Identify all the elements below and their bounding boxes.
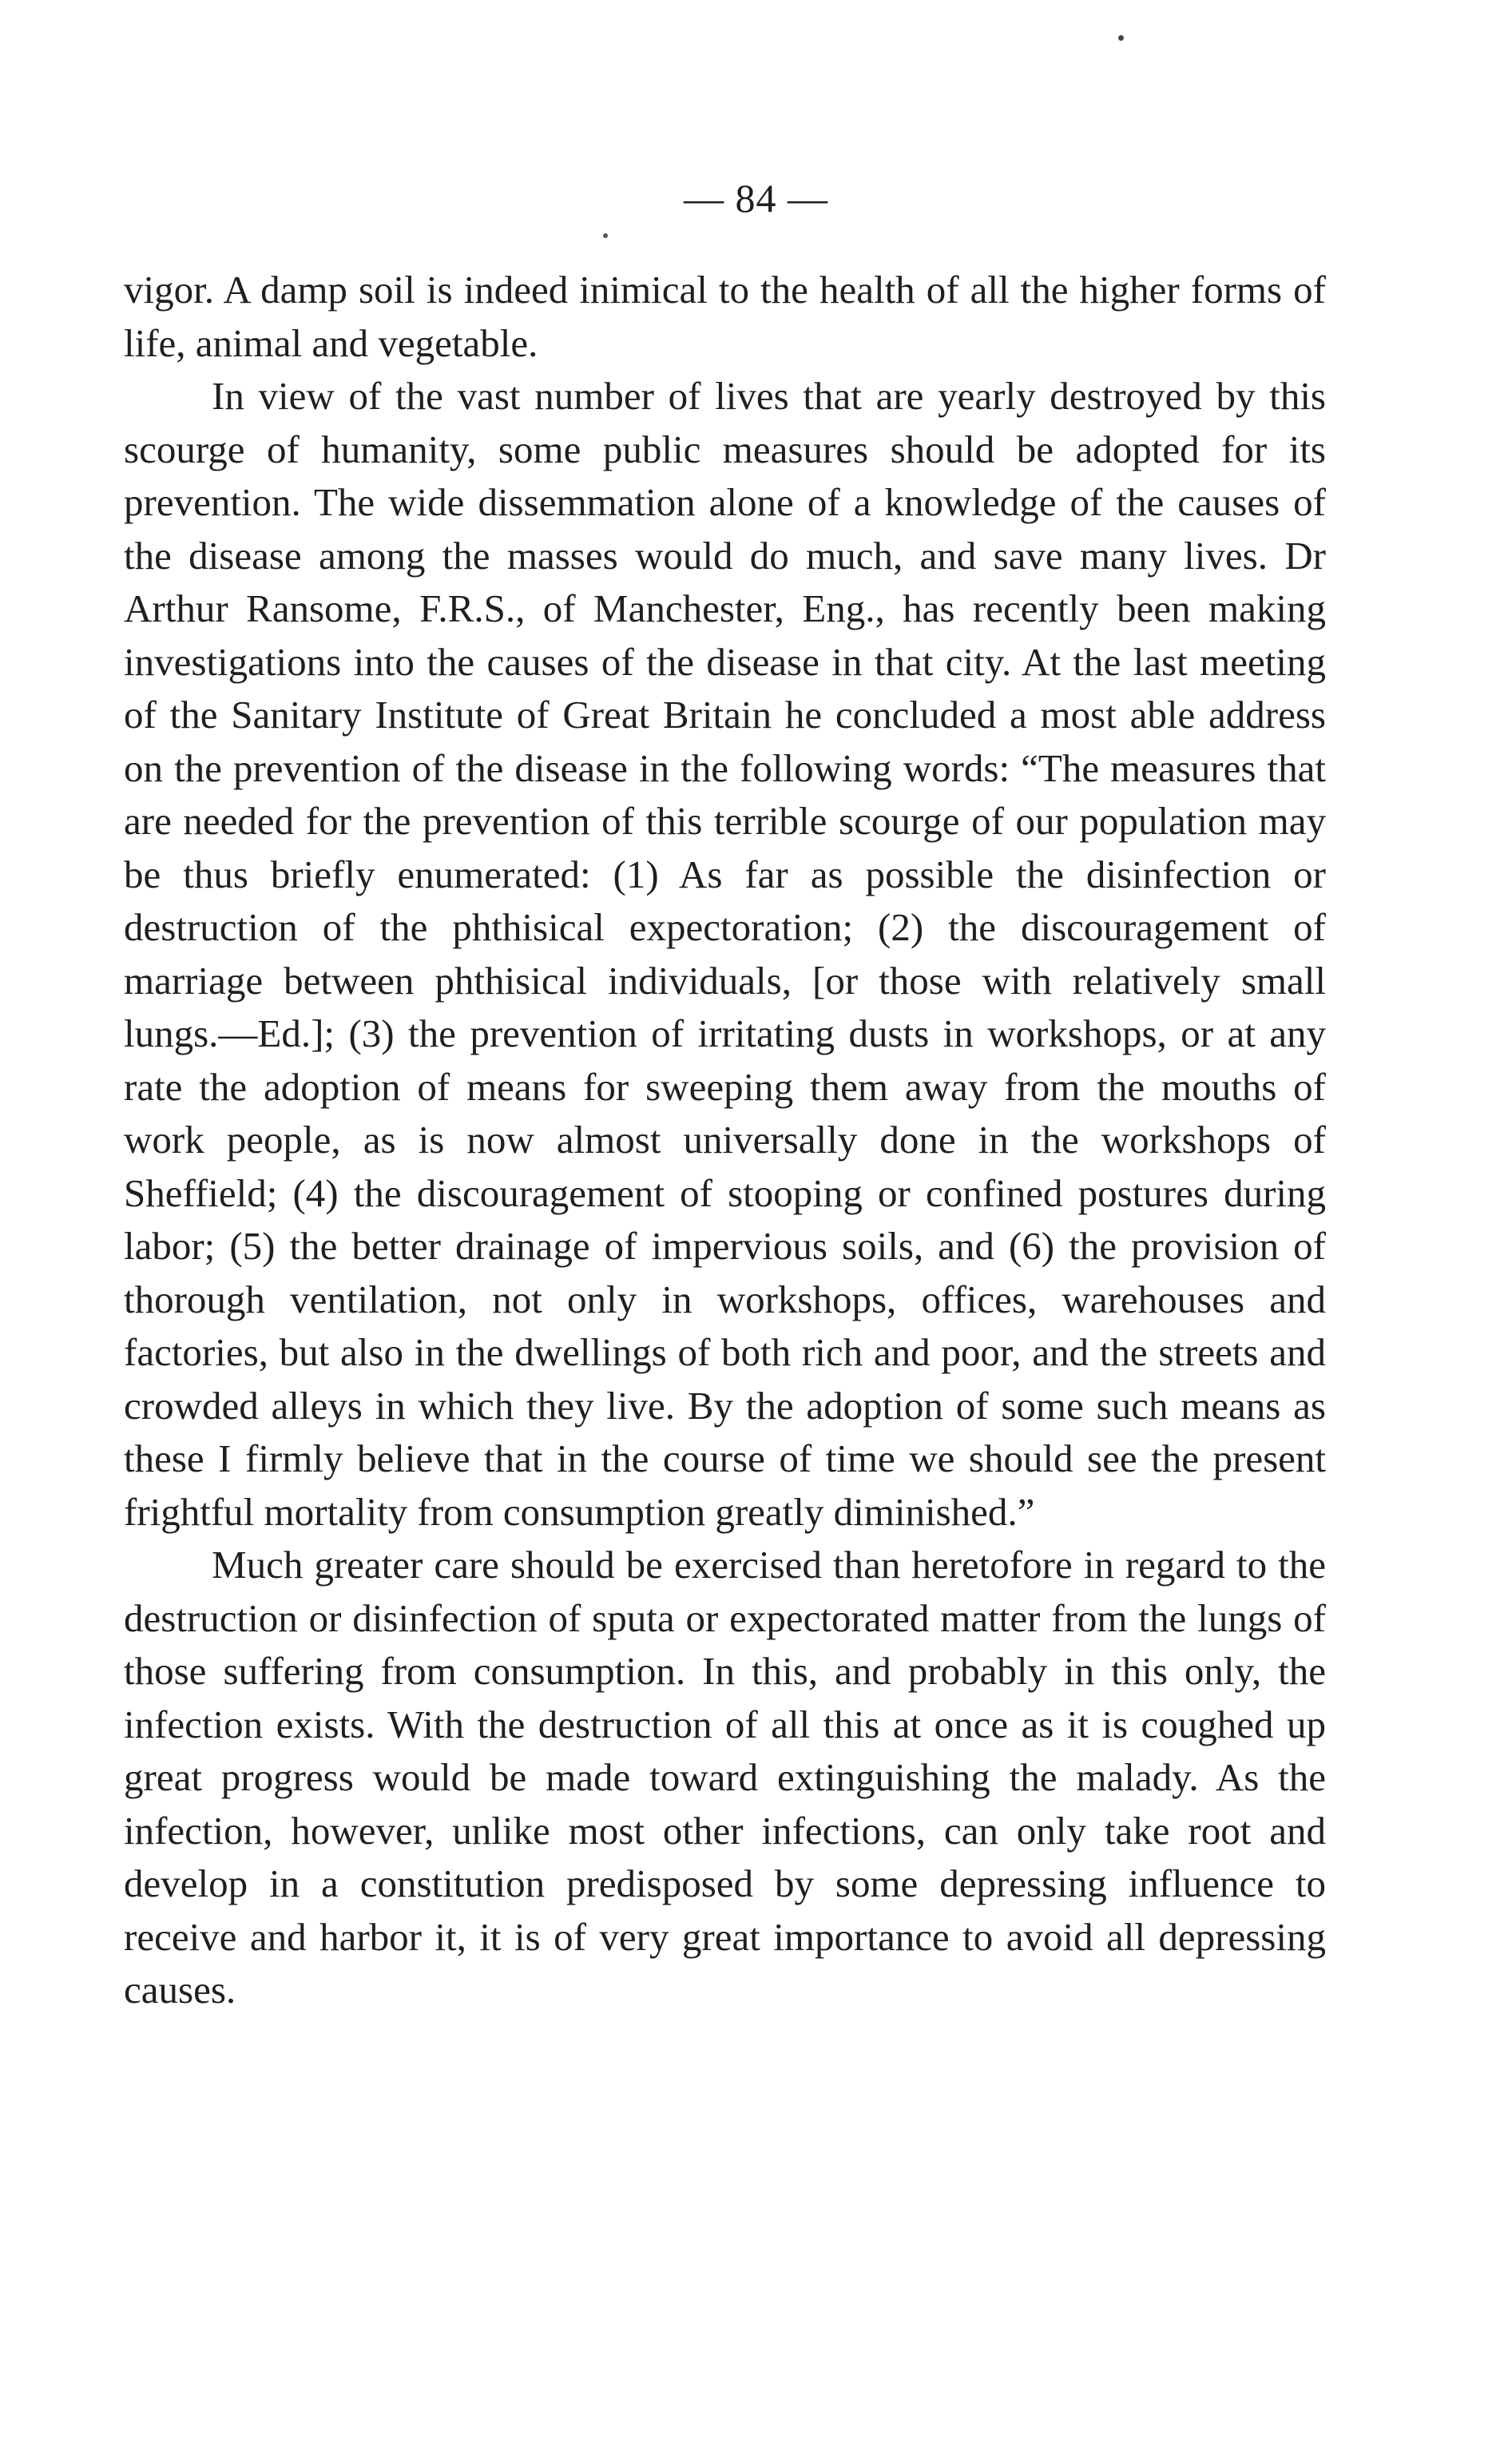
body-text [124, 264, 1326, 2017]
ink-speck [603, 233, 608, 238]
page-number: — 84 — [684, 176, 828, 220]
ink-speck [1118, 35, 1124, 41]
paragraph-sputa-disinfection: Much greater care should be exercised than heretofore in regard to the destruction or disinfection of sputa or expectorated matter from the lungs of those suffering from consumption. In this, and probably in this only, the infection exists. With the destruction of all this at once as it is coughed up great progress would be made toward extinguishing the malady. As the infection, however, unlike most other infections, can only take root and develop in a constitution predisposed by some depressing influence to receive and harbor it, it is of very great importance to avoid all depressing causes. [124, 1543, 1326, 2012]
paragraph-continuation: vigor. A damp soil is indeed inimical to the health of all the higher forms of life, animal and vegetable. [124, 268, 1326, 365]
paragraph-prevention-measures: In view of the vast number of lives that are yearly destroyed by this scourge of humanity, some public measures should be adopted for its prevention. The wide dissemmation alone of a knowledge of the causes of the disease among the masses would do much, and save many lives. Dr Arthur Ransome, F.R.S., of Manchester, Eng., has recently been making investigations into the causes of the disease in that city. At the last meeting of the Sanitary Institute of Great Britain he concluded a most able address on the prevention of the disease in the following words: “The measures that are needed for the prevention of this terrible scourge of our population may be thus briefly enumerated: (1) As far as possible the disinfection or destruction of the phthisical expectoration; (2) the discouragement of marriage between phthisical individuals, [or those with relatively small lungs.—Ed.]; (3) the prevention of irritating dusts in workshops, or at any rate the adoption of means for sweeping them away from the mouths of work people, as is now almost universally done in the workshops of Sheffield; (4) the discouragement of stooping or confined postures during labor; (5) the better drainage of impervious soils, and (6) the provision of thorough ventilation, not only in workshops, offices, warehouses and factories, but also in the dwellings of both rich and poor, and the streets and crowded alleys in which they live. By the adoption of some such means as these I firmly believe that in the course of time we should see the present frightful mortality from consumption greatly diminished.” [124, 374, 1326, 1534]
